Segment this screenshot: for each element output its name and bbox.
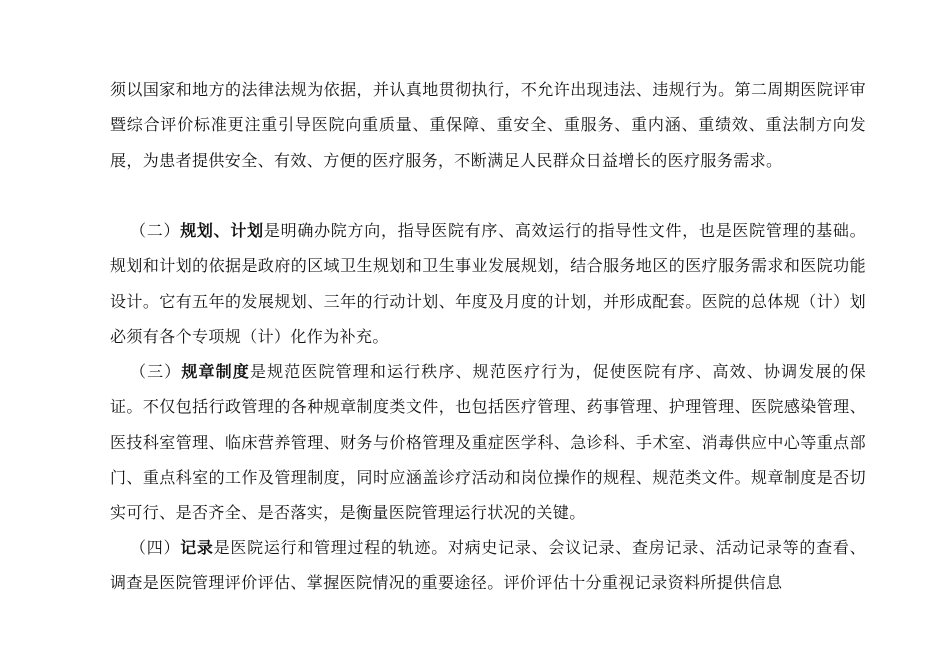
paragraph-4 <box>110 530 866 601</box>
paragraph-1-text: 须以国家和地方的法律法规为依据，并认真地贯彻执行，不允许出现违法、违规行为。第二周期医院评审暨综合评价标准更注重引导医院向重质量、重保障、重安全、重服务、重内涵、重绩效、重法制方向发展，为患者提供安全、有效、方便的医疗服务，不断满足人民群众日益增长的医疗服务需求。 <box>110 80 866 170</box>
paragraph-3-prefix: （三） <box>130 362 182 381</box>
paragraph-3-heading: 规章制度 <box>181 362 250 381</box>
paragraph-4-heading: 记录 <box>180 538 214 557</box>
paragraph-4-prefix: （四） <box>130 538 181 557</box>
paragraph-1 <box>110 72 866 178</box>
paragraph-3-text: 是规范医院管理和运行秩序、规范医疗行为，促使医院有序、高效、协调发展的保证。不仅包括行政管理的各种规章制度类文件，也包括医疗管理、药事管理、护理管理、医院感染管理、医技科室管理、临床营养管理、财务与价格管理及重症医学科、急诊科、手术室、消毒供应中心等重点部门、重点科室的工作及管理制度，同时应涵盖诊疗活动和岗位操作的规程、规范类文件。规章制度是否切实可行、是否齐全、是否落实，是衡量医院管理运行状况的关键。 <box>110 362 867 523</box>
paragraph-2 <box>110 213 866 354</box>
paragraph-4-text: 是医院运行和管理过程的轨迹。对病史记录、会议记录、查房记录、活动记录等的查看、调查是医院管理评价评估、掌握医院情况的重要途径。评价评估十分重视记录资料所提供信息 <box>110 538 866 593</box>
paragraph-2-prefix: （二） <box>130 221 181 240</box>
paragraph-2-heading: 规划、计划 <box>180 221 264 240</box>
paragraph-3 <box>110 354 866 530</box>
paragraph-2-text: 是明确办院方向，指导医院有序、高效运行的指导性文件，也是医院管理的基础。规划和计划的依据是政府的区域卫生规划和卫生事业发展规划，结合服务地区的医疗服务需求和医院功能设计。它有五年的发展规划、三年的行动计划、年度及月度的计划，并形成配套。医院的总体规（计）划必须有各个专项规（计）化作为补充。 <box>110 221 866 346</box>
